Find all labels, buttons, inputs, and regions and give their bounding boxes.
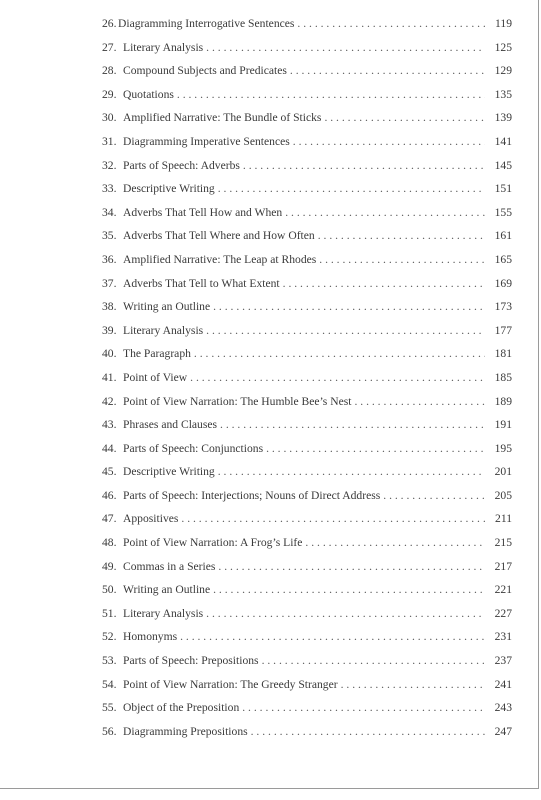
toc-entry-number: 27. xyxy=(102,40,117,54)
toc-entry-number: 35. xyxy=(102,229,117,243)
toc-entry-page: 161 xyxy=(494,229,512,243)
dot-leader xyxy=(220,413,485,437)
dot-leader xyxy=(251,720,485,744)
toc-entry-number: 55. xyxy=(102,701,117,715)
toc-entry-page: 195 xyxy=(494,441,512,455)
toc-entry-page: 227 xyxy=(494,606,512,620)
toc-entry-number: 39. xyxy=(102,323,117,337)
toc-entry-number: 38. xyxy=(102,300,117,314)
toc-entry xyxy=(102,201,512,225)
toc-entry xyxy=(102,649,512,673)
toc-entry xyxy=(102,366,512,390)
dot-leader xyxy=(218,460,485,484)
toc-entry-number: 28. xyxy=(102,64,117,78)
toc-entry-title: Commas in a Series xyxy=(123,559,216,573)
toc-entry-title: Point of View Narration: A Frog’s Life xyxy=(123,536,303,550)
toc-entry-title: Parts of Speech: Conjunctions xyxy=(123,441,264,455)
toc-entry-number: 34. xyxy=(102,205,117,219)
toc-entry-title: Descriptive Writing xyxy=(123,182,215,196)
toc-entry-page: 221 xyxy=(494,583,512,597)
toc-entry xyxy=(102,390,512,414)
toc-entry-page: 125 xyxy=(494,40,512,54)
toc-entry-title: The Paragraph xyxy=(123,347,191,361)
toc-entry-number: 45. xyxy=(102,465,117,479)
toc-entry-page: 205 xyxy=(494,488,512,502)
toc-entry xyxy=(102,437,512,461)
toc-entry-title: Object of the Preposition xyxy=(123,701,240,715)
toc-entry xyxy=(102,720,512,744)
toc-entry xyxy=(102,484,512,508)
dot-leader xyxy=(194,342,485,366)
toc-entry-title: Point of View Narration: The Greedy Stranger xyxy=(123,677,338,691)
toc-entry-page: 211 xyxy=(495,512,512,526)
toc-entry-page: 151 xyxy=(494,182,512,196)
toc-entry xyxy=(102,36,512,60)
dot-leader xyxy=(206,36,485,60)
dot-leader xyxy=(243,154,485,178)
toc-entry-page: 185 xyxy=(494,370,512,384)
toc-entry-number: 44. xyxy=(102,441,117,455)
toc-entry xyxy=(102,177,512,201)
toc-entry-page: 215 xyxy=(494,536,512,550)
toc-entry xyxy=(102,248,512,272)
toc-entry-number: 32. xyxy=(102,158,117,172)
toc-entry-page: 145 xyxy=(494,158,512,172)
toc-entry-page: 141 xyxy=(494,134,512,148)
toc-entry-title: Adverbs That Tell How and When xyxy=(123,205,283,219)
toc-entry-number: 33. xyxy=(102,182,117,196)
dot-leader xyxy=(297,12,485,36)
dot-leader xyxy=(319,248,485,272)
toc-entry-page: 241 xyxy=(494,677,512,691)
toc-entry-number: 29. xyxy=(102,87,117,101)
toc-entry-number: 43. xyxy=(102,418,117,432)
dot-leader xyxy=(383,484,485,508)
dot-leader xyxy=(206,319,485,343)
toc-entry-title: Writing an Outline xyxy=(123,300,211,314)
dot-leader xyxy=(213,578,485,602)
toc-entry-number: 31. xyxy=(102,134,117,148)
toc-entry-number: 49. xyxy=(102,559,117,573)
toc-entry-title: Diagramming Interrogative Sentences xyxy=(118,17,295,30)
toc-entry xyxy=(102,224,512,248)
toc-entry-title: Adverbs That Tell to What Extent xyxy=(123,276,280,290)
dot-leader xyxy=(218,555,485,579)
toc-entry-page: 237 xyxy=(494,654,512,668)
toc-entry-title: Parts of Speech: Interjections; Nouns of Direct Address xyxy=(123,488,381,502)
toc-entry-number: 47. xyxy=(102,512,117,526)
toc-entry-title: Literary Analysis xyxy=(123,40,204,54)
dot-leader xyxy=(190,366,485,390)
toc-entry xyxy=(102,295,512,319)
toc-entry xyxy=(102,83,512,107)
toc-entry-number: 41. xyxy=(102,370,117,384)
toc-entry xyxy=(102,531,512,555)
toc-entry-number: 56. xyxy=(102,724,117,738)
dot-leader xyxy=(181,507,485,531)
toc-entry-number: 26. xyxy=(102,17,117,30)
dot-leader xyxy=(285,201,485,225)
toc-entry-title: Parts of Speech: Prepositions xyxy=(123,654,259,668)
dot-leader xyxy=(318,224,485,248)
toc-entry-number: 50. xyxy=(102,583,117,597)
toc-entry-title: Amplified Narrative: The Leap at Rhodes xyxy=(123,252,317,266)
toc-entry-number: 53. xyxy=(102,654,117,668)
toc-entry-title: Compound Subjects and Predicates xyxy=(123,64,287,78)
toc-entry-title: Phrases and Clauses xyxy=(123,418,218,432)
dot-leader xyxy=(341,673,485,697)
toc-entry-page: 231 xyxy=(494,630,512,644)
toc-entry-title: Adverbs That Tell Where and How Often xyxy=(123,229,315,243)
toc-entry-title: Literary Analysis xyxy=(123,323,204,337)
toc-entry xyxy=(102,59,512,83)
toc-entry-page: 129 xyxy=(494,64,512,78)
toc-entry-page: 169 xyxy=(494,276,512,290)
toc-entry-page: 217 xyxy=(494,559,512,573)
toc-entry-title: Homonyms xyxy=(123,630,178,644)
toc-entry xyxy=(102,673,512,697)
toc-entry-title: Diagramming Imperative Sentences xyxy=(123,134,290,148)
toc-entry xyxy=(102,507,512,531)
toc-entry xyxy=(102,319,512,343)
dot-leader xyxy=(180,625,485,649)
toc-entry-title: Appositives xyxy=(123,512,179,526)
toc-entry-page: 201 xyxy=(494,465,512,479)
toc-entry xyxy=(102,625,512,649)
dot-leader xyxy=(354,390,485,414)
toc-entry xyxy=(102,555,512,579)
toc-entry-title: Literary Analysis xyxy=(123,606,204,620)
dot-leader xyxy=(266,437,485,461)
toc-entry-number: 36. xyxy=(102,252,117,266)
toc-entry xyxy=(102,460,512,484)
toc-entry-page: 181 xyxy=(494,347,512,361)
toc-entry-page: 177 xyxy=(494,323,512,337)
toc-entry-page: 119 xyxy=(495,17,512,30)
toc-entry-page: 135 xyxy=(494,87,512,101)
toc-entry-number: 40. xyxy=(102,347,117,361)
toc-entry-number: 52. xyxy=(102,630,117,644)
dot-leader xyxy=(290,59,485,83)
toc-entry-page: 189 xyxy=(494,394,512,408)
toc-entry xyxy=(102,130,512,154)
toc-entry-page: 155 xyxy=(494,205,512,219)
toc-entry-title: Point of View Narration: The Humble Bee’s Nest xyxy=(123,394,352,408)
toc-entry-number: 51. xyxy=(102,606,117,620)
dot-leader xyxy=(213,295,485,319)
toc-entry-title: Amplified Narrative: The Bundle of Sticks xyxy=(123,111,322,125)
toc-entry-title: Descriptive Writing xyxy=(123,465,215,479)
dot-leader xyxy=(218,177,485,201)
toc-entry-page: 173 xyxy=(494,300,512,314)
toc-entry-page: 247 xyxy=(494,724,512,738)
toc-entry-number: 46. xyxy=(102,488,117,502)
toc-entry-title: Parts of Speech: Adverbs xyxy=(123,158,240,172)
toc-entry-number: 37. xyxy=(102,276,117,290)
dot-leader xyxy=(206,602,485,626)
toc-entry-number: 54. xyxy=(102,677,117,691)
toc-entry-page: 243 xyxy=(494,701,512,715)
toc-entry xyxy=(102,342,512,366)
toc-entry-page: 165 xyxy=(494,252,512,266)
toc-entry-number: 42. xyxy=(102,394,117,408)
toc-entry-title: Point of View xyxy=(123,370,188,384)
toc-entry xyxy=(102,602,512,626)
dot-leader xyxy=(242,696,485,720)
toc-entry xyxy=(102,154,512,178)
toc-entry xyxy=(102,272,512,296)
dot-leader xyxy=(324,106,485,130)
toc-entry-title: Diagramming Prepositions xyxy=(123,724,248,738)
toc-entry-title: Writing an Outline xyxy=(123,583,211,597)
dot-leader xyxy=(283,272,485,296)
table-of-contents xyxy=(102,12,512,743)
toc-entry-page: 139 xyxy=(494,111,512,125)
toc-entry xyxy=(102,106,512,130)
toc-entry xyxy=(102,413,512,437)
toc-entry-page: 191 xyxy=(494,418,512,432)
toc-entry xyxy=(102,696,512,720)
dot-leader xyxy=(293,130,485,154)
dot-leader xyxy=(262,649,485,673)
toc-entry xyxy=(102,12,512,36)
toc-entry xyxy=(102,578,512,602)
toc-entry-number: 48. xyxy=(102,536,117,550)
toc-entry-number: 30. xyxy=(102,111,117,125)
toc-entry-title: Quotations xyxy=(123,87,174,101)
dot-leader xyxy=(305,531,485,555)
dot-leader xyxy=(177,83,485,107)
